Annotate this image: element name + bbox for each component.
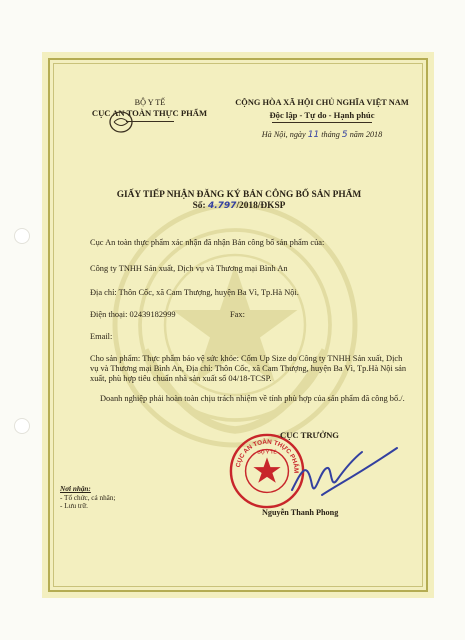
product-description: Cho sản phẩm: Thực phẩm bảo vệ sức khỏe: Cốm Up Size do Công ty TNHH Sản xuất, Dịch vụ và Thương mại Bình An, Địa chỉ: Thôn Cốc, xã Cam Thượng, huyện Ba Vì, Tp.Hà Nội sản xuất, phù hợp tiêu chuẩn nhà sản xuất số 04/18-TCSP.	[90, 354, 407, 383]
date-day: 11	[307, 130, 320, 140]
signer-position: CỤC TRƯỞNG	[280, 430, 339, 440]
date-month: 5	[341, 130, 348, 140]
recipient-item: - Lưu trữ.	[60, 502, 88, 510]
company-name: Công ty TNHH Sản xuất, Dịch vụ và Thương mại Bình An	[90, 264, 288, 273]
issue-date	[222, 130, 422, 140]
date-year: năm 2018	[349, 130, 383, 139]
recipient-item: - Tổ chức, cá nhân;	[60, 493, 116, 502]
document-title: GIẤY TIẾP NHẬN ĐĂNG KÝ BẢN CÔNG BỐ SẢN PHẨM	[116, 190, 362, 200]
number-handwritten: 4.797	[207, 201, 237, 211]
responsibility-statement: Doanh nghiệp phải hoàn toàn chịu trách nhiệm về tính phù hợp của sản phẩm đã công bố./.	[100, 394, 405, 403]
seal-ring-text: CỤC AN TOÀN THỰC PHẨM	[234, 438, 300, 474]
number-suffix: /2018/ĐKSP	[236, 201, 286, 211]
agency-name: CỤC AN TOÀN THỰC PHẨM	[91, 108, 208, 118]
handwritten-signature-icon	[282, 440, 402, 510]
punch-hole-bottom	[14, 418, 30, 434]
signer-name: Nguyễn Thanh Phong	[262, 508, 339, 517]
company-address: Địa chỉ: Thôn Cốc, xã Cam Thượng, huyện Ba Vì, Tp.Hà Nội.	[90, 288, 299, 297]
recipients-block	[60, 485, 115, 511]
company-email: Email:	[90, 332, 113, 341]
agency-parent: BỘ Y TẾ	[134, 98, 166, 107]
recipients-header: Nơi nhận:	[60, 485, 91, 493]
date-prefix: Hà Nội, ngày	[261, 130, 306, 139]
punch-hole-top	[14, 228, 30, 244]
company-phone: Điện thoại: 02439182999	[90, 310, 176, 319]
number-label: Số:	[192, 201, 206, 211]
date-month-label: tháng	[321, 130, 340, 139]
republic-name: CỘNG HÒA XÃ HỘI CHỦ NGHĨA VIỆT NAM	[235, 98, 409, 107]
intro-text: Cục An toàn thực phẩm xác nhận đã nhận Bản công bố sản phẩm của:	[90, 238, 325, 247]
company-fax: Fax:	[230, 310, 245, 319]
agency-logo-icon	[108, 110, 134, 134]
motto-underline	[272, 122, 372, 123]
national-motto: Độc lập - Tự do - Hạnh phúc	[269, 110, 375, 120]
seal-top-text: BỘ Y TẾ	[257, 450, 277, 456]
document-number	[64, 201, 414, 211]
